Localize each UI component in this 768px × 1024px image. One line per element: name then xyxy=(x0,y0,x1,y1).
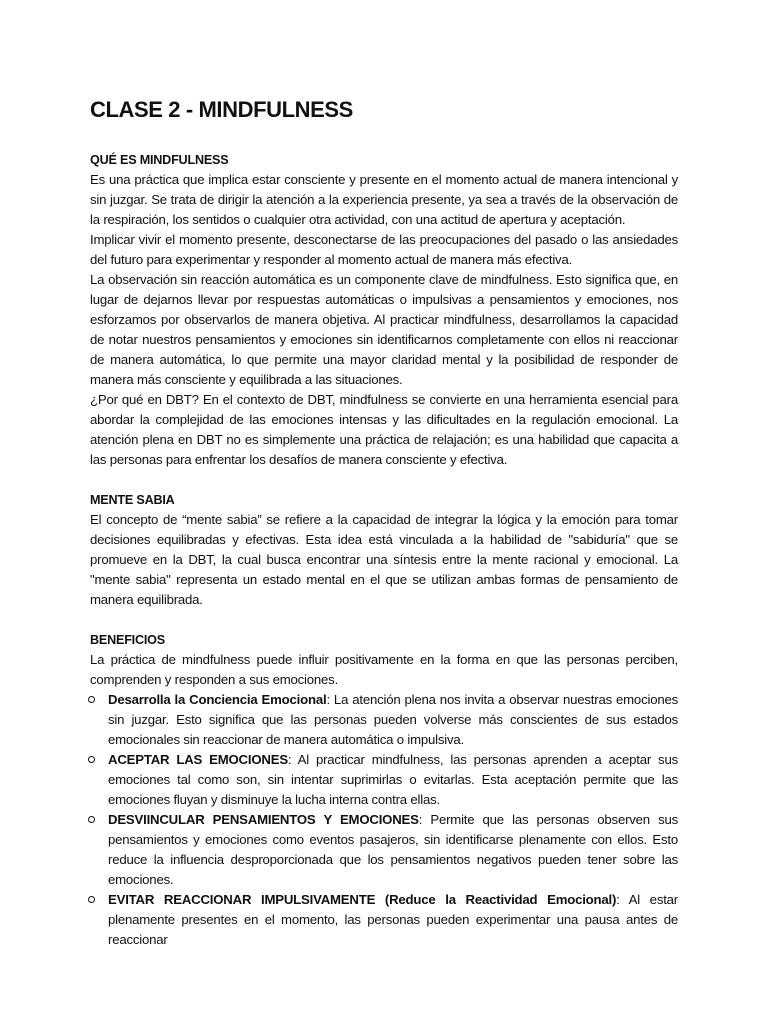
list-item-text: : Permite que las personas observen sus pensamientos y emociones como eventos pasajeros, sin identificarse plenamente con ellos. Esto reduce la influencia desproporcionada que los pensamientos negativos pueden tener sobre las emociones. xyxy=(108,812,678,887)
spacer xyxy=(90,470,678,490)
spacer xyxy=(90,610,678,630)
hollow-bullet-icon xyxy=(88,696,95,703)
page-title: CLASE 2 - MINDFULNESS xyxy=(90,97,353,122)
list-item xyxy=(90,750,678,810)
list-item xyxy=(90,810,678,890)
benefits-list xyxy=(90,690,678,950)
list-item-title: Desarrolla la Conciencia Emocional xyxy=(108,692,327,707)
list-item-title: ACEPTAR LAS EMOCIONES xyxy=(108,752,288,767)
list-item-title: DESVIINCULAR PENSAMIENTOS Y EMOCIONES xyxy=(108,812,419,827)
hollow-bullet-icon xyxy=(88,756,95,763)
list-item-text: : La atención plena nos invita a observar nuestras emociones sin juzgar. Esto significa que las personas pueden volverse más conscientes de sus estados emocionales sin reaccionar de manera automática o impulsiva. xyxy=(108,692,678,747)
hollow-bullet-icon xyxy=(88,816,95,823)
list-item xyxy=(90,890,678,950)
document-body xyxy=(90,150,678,950)
list-item-text: : Al practicar mindfulness, las personas aprenden a aceptar sus emociones tal como son, sin intentar suprimirlas o evitarlas. Esta aceptación permite que las emociones fluyan y disminuye la lucha interna contra ellas. xyxy=(108,752,678,807)
paragraph: Es una práctica que implica estar consciente y presente en el momento actual de manera intencional y sin juzgar. Se trata de dirigir la atención a la experiencia presente, ya sea a través de la observación de la respiración, los sentidos o cualquier otra actividad, con una actitud de apertura y aceptación. xyxy=(90,172,678,227)
paragraph: El concepto de “mente sabia” se refiere a la capacidad de integrar la lógica y la emoción para tomar decisiones equilibradas y efectivas. Esta idea está vinculada a la habilidad de "sabiduría" que se promueve en la DBT, la cual busca encontrar una síntesis entre la mente racional y emocional. La "mente sabia" representa un estado mental en el que se utilizan ambas formas de pensamiento de manera equilibrada. xyxy=(90,512,678,607)
list-item xyxy=(90,690,678,750)
section-heading-beneficios: BENEFICIOS xyxy=(90,633,165,647)
paragraph: ¿Por qué en DBT? En el contexto de DBT, mindfulness se convierte en una herramienta esencial para abordar la complejidad de las emociones intensas y las dificultades en la regulación emocional. La atención plena en DBT no es simplemente una práctica de relajación; es una habilidad que capacita a las personas para enfrentar los desafíos de manera consciente y efectiva. xyxy=(90,392,678,467)
list-item-title: EVITAR REACCIONAR IMPULSIVAMENTE (Reduce la Reactividad Emocional) xyxy=(108,892,617,907)
section-heading-mente-sabia: MENTE SABIA xyxy=(90,493,175,507)
paragraph: La observación sin reacción automática es un componente clave de mindfulness. Esto significa que, en lugar de dejarnos llevar por respuestas automáticas o impulsivas a pensamientos y emociones, nos esforzamos por observarlos de manera objetiva. Al practicar mindfulness, desarrollamos la capacidad de notar nuestros pensamientos y emociones sin identificarnos completamente con ellos ni reaccionar de manera automática, lo que permite una mayor claridad mental y la posibilidad de responder de manera más consciente y equilibrada a las situaciones. xyxy=(90,272,678,387)
hollow-bullet-icon xyxy=(88,896,95,903)
paragraph: La práctica de mindfulness puede influir positivamente en la forma en que las personas perciben, comprenden y responden a sus emociones. xyxy=(90,652,678,687)
list-item-text: : Al estar plenamente presentes en el momento, las personas pueden experimentar una pausa antes de reaccionar xyxy=(108,892,679,947)
section-heading-que-es: QUÉ ES MINDFULNESS xyxy=(90,153,229,167)
paragraph: Implicar vivir el momento presente, desconectarse de las preocupaciones del pasado o las ansiedades del futuro para experimentar y responder al momento actual de manera más efectiva. xyxy=(90,232,678,267)
